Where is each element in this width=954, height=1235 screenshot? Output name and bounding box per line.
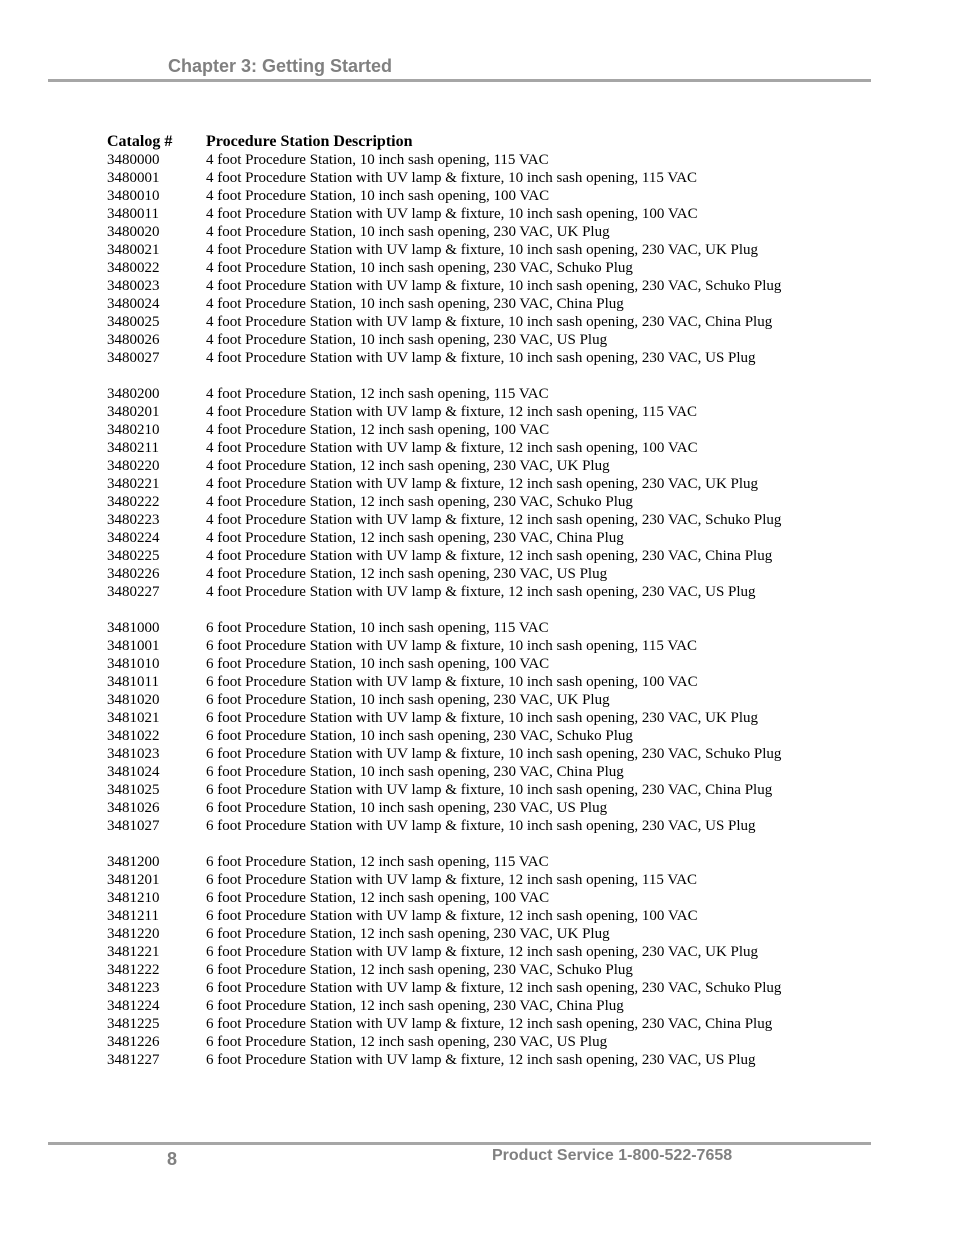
group-spacer bbox=[107, 367, 907, 385]
catalog-number: 3480220 bbox=[107, 458, 160, 474]
catalog-number: 3480010 bbox=[107, 188, 160, 204]
station-description: 4 foot Procedure Station with UV lamp & fixture, 10 inch sash opening, 230 VAC, Schuko Plug bbox=[206, 278, 782, 294]
catalog-number: 3481023 bbox=[107, 746, 160, 762]
catalog-number: 3481027 bbox=[107, 818, 160, 834]
catalog-number: 3481022 bbox=[107, 728, 160, 744]
table-row bbox=[107, 799, 907, 817]
station-description: 6 foot Procedure Station with UV lamp & fixture, 10 inch sash opening, 100 VAC bbox=[206, 674, 698, 690]
description-header: Procedure Station Description bbox=[206, 133, 413, 150]
station-description: 6 foot Procedure Station with UV lamp & fixture, 10 inch sash opening, 115 VAC bbox=[206, 638, 698, 654]
station-description: 4 foot Procedure Station with UV lamp & fixture, 12 inch sash opening, 230 VAC, China Plug bbox=[206, 548, 773, 564]
catalog-number: 3481010 bbox=[107, 656, 160, 672]
table-row bbox=[107, 277, 907, 295]
table-row bbox=[107, 151, 907, 169]
station-description: 6 foot Procedure Station with UV lamp & fixture, 12 inch sash opening, 115 VAC bbox=[206, 872, 698, 888]
group-spacer bbox=[107, 835, 907, 853]
table-row bbox=[107, 871, 907, 889]
catalog-number: 3481224 bbox=[107, 998, 160, 1014]
catalog-number: 3480027 bbox=[107, 350, 160, 366]
group-spacer bbox=[107, 601, 907, 619]
station-description: 4 foot Procedure Station, 10 inch sash opening, 100 VAC bbox=[206, 188, 550, 204]
table-row bbox=[107, 385, 907, 403]
table-header-row bbox=[107, 133, 907, 151]
table-row bbox=[107, 781, 907, 799]
table-row bbox=[107, 727, 907, 745]
table-row bbox=[107, 295, 907, 313]
catalog-number: 3481221 bbox=[107, 944, 160, 960]
station-description: 6 foot Procedure Station with UV lamp & fixture, 10 inch sash opening, 230 VAC, China Plug bbox=[206, 782, 773, 798]
table-row bbox=[107, 961, 907, 979]
table-row bbox=[107, 979, 907, 997]
station-description: 4 foot Procedure Station, 12 inch sash opening, 115 VAC bbox=[206, 386, 549, 402]
catalog-number: 3481227 bbox=[107, 1052, 160, 1068]
catalog-number: 3480025 bbox=[107, 314, 160, 330]
catalog-number-header: Catalog # bbox=[107, 133, 173, 150]
station-description: 6 foot Procedure Station with UV lamp & fixture, 12 inch sash opening, 230 VAC, US Plug bbox=[206, 1052, 756, 1068]
catalog-number: 3481222 bbox=[107, 962, 160, 978]
station-description: 4 foot Procedure Station, 12 inch sash opening, 230 VAC, US Plug bbox=[206, 566, 608, 582]
station-description: 4 foot Procedure Station with UV lamp & fixture, 12 inch sash opening, 100 VAC bbox=[206, 440, 698, 456]
station-description: 4 foot Procedure Station, 10 inch sash opening, 115 VAC bbox=[206, 152, 549, 168]
station-description: 4 foot Procedure Station, 10 inch sash opening, 230 VAC, US Plug bbox=[206, 332, 608, 348]
catalog-number: 3480210 bbox=[107, 422, 160, 438]
catalog-number: 3481025 bbox=[107, 782, 160, 798]
catalog-number: 3481200 bbox=[107, 854, 160, 870]
catalog-number: 3480020 bbox=[107, 224, 160, 240]
catalog-number: 3480026 bbox=[107, 332, 160, 348]
station-description: 4 foot Procedure Station with UV lamp & fixture, 10 inch sash opening, 100 VAC bbox=[206, 206, 698, 222]
station-description: 4 foot Procedure Station, 12 inch sash opening, 230 VAC, China Plug bbox=[206, 530, 624, 546]
table-row bbox=[107, 169, 907, 187]
catalog-table bbox=[107, 133, 907, 1069]
table-row bbox=[107, 817, 907, 835]
station-description: 4 foot Procedure Station, 12 inch sash opening, 230 VAC, UK Plug bbox=[206, 458, 610, 474]
station-description: 6 foot Procedure Station, 12 inch sash opening, 230 VAC, UK Plug bbox=[206, 926, 610, 942]
product-service-phone: Product Service 1-800-522-7658 bbox=[492, 1147, 733, 1164]
table-row bbox=[107, 475, 907, 493]
table-row bbox=[107, 403, 907, 421]
table-row bbox=[107, 439, 907, 457]
catalog-number: 3480223 bbox=[107, 512, 160, 528]
station-description: 4 foot Procedure Station with UV lamp & fixture, 12 inch sash opening, 230 VAC, UK Plug bbox=[206, 476, 759, 492]
table-row bbox=[107, 1015, 907, 1033]
catalog-number: 3481223 bbox=[107, 980, 160, 996]
table-row bbox=[107, 259, 907, 277]
table-row bbox=[107, 511, 907, 529]
table-row bbox=[107, 241, 907, 259]
station-description: 4 foot Procedure Station with UV lamp & fixture, 10 inch sash opening, 230 VAC, China Plug bbox=[206, 314, 773, 330]
table-row bbox=[107, 187, 907, 205]
catalog-number: 3481210 bbox=[107, 890, 160, 906]
table-row bbox=[107, 457, 907, 475]
station-description: 6 foot Procedure Station, 12 inch sash opening, 100 VAC bbox=[206, 890, 550, 906]
table-row bbox=[107, 745, 907, 763]
table-row bbox=[107, 493, 907, 511]
table-row bbox=[107, 1051, 907, 1069]
catalog-number: 3480222 bbox=[107, 494, 160, 510]
station-description: 4 foot Procedure Station with UV lamp & fixture, 12 inch sash opening, 230 VAC, Schuko Plug bbox=[206, 512, 782, 528]
table-row bbox=[107, 997, 907, 1015]
chapter-title: Chapter 3: Getting Started bbox=[168, 56, 393, 76]
catalog-number: 3481211 bbox=[107, 908, 159, 924]
table-row bbox=[107, 583, 907, 601]
station-description: 6 foot Procedure Station, 10 inch sash opening, 230 VAC, UK Plug bbox=[206, 692, 610, 708]
table-row bbox=[107, 529, 907, 547]
table-row bbox=[107, 547, 907, 565]
station-description: 6 foot Procedure Station with UV lamp & fixture, 10 inch sash opening, 230 VAC, UK Plug bbox=[206, 710, 759, 726]
table-row bbox=[107, 313, 907, 331]
station-description: 4 foot Procedure Station, 10 inch sash opening, 230 VAC, China Plug bbox=[206, 296, 624, 312]
station-description: 6 foot Procedure Station, 10 inch sash opening, 100 VAC bbox=[206, 656, 550, 672]
page-number: 8 bbox=[167, 1149, 178, 1169]
table-row bbox=[107, 709, 907, 727]
station-description: 6 foot Procedure Station, 12 inch sash opening, 230 VAC, US Plug bbox=[206, 1034, 608, 1050]
catalog-number: 3480221 bbox=[107, 476, 160, 492]
station-description: 4 foot Procedure Station with UV lamp & fixture, 12 inch sash opening, 230 VAC, US Plug bbox=[206, 584, 756, 600]
station-description: 6 foot Procedure Station, 10 inch sash opening, 230 VAC, China Plug bbox=[206, 764, 624, 780]
catalog-number: 3481001 bbox=[107, 638, 160, 654]
table-row bbox=[107, 655, 907, 673]
table-row bbox=[107, 565, 907, 583]
station-description: 4 foot Procedure Station with UV lamp & fixture, 10 inch sash opening, 230 VAC, US Plug bbox=[206, 350, 756, 366]
catalog-number: 3481201 bbox=[107, 872, 160, 888]
table-row bbox=[107, 763, 907, 781]
table-row bbox=[107, 889, 907, 907]
catalog-number: 3481000 bbox=[107, 620, 160, 636]
station-description: 6 foot Procedure Station with UV lamp & fixture, 12 inch sash opening, 230 VAC, China Plug bbox=[206, 1016, 773, 1032]
table-row bbox=[107, 907, 907, 925]
catalog-number: 3480023 bbox=[107, 278, 160, 294]
station-description: 6 foot Procedure Station, 12 inch sash opening, 230 VAC, China Plug bbox=[206, 998, 624, 1014]
catalog-number: 3480227 bbox=[107, 584, 160, 600]
catalog-number: 3480200 bbox=[107, 386, 160, 402]
catalog-number: 3481024 bbox=[107, 764, 160, 780]
catalog-number: 3480211 bbox=[107, 440, 159, 456]
station-description: 6 foot Procedure Station with UV lamp & fixture, 10 inch sash opening, 230 VAC, US Plug bbox=[206, 818, 756, 834]
catalog-number: 3480201 bbox=[107, 404, 160, 420]
station-description: 4 foot Procedure Station with UV lamp & fixture, 12 inch sash opening, 115 VAC bbox=[206, 404, 698, 420]
catalog-number: 3480022 bbox=[107, 260, 160, 276]
table-row bbox=[107, 619, 907, 637]
station-description: 6 foot Procedure Station, 10 inch sash opening, 115 VAC bbox=[206, 620, 549, 636]
station-description: 6 foot Procedure Station, 12 inch sash opening, 115 VAC bbox=[206, 854, 549, 870]
station-description: 6 foot Procedure Station with UV lamp & fixture, 12 inch sash opening, 230 VAC, Schuko Plug bbox=[206, 980, 782, 996]
catalog-number: 3480024 bbox=[107, 296, 160, 312]
station-description: 4 foot Procedure Station, 12 inch sash opening, 230 VAC, Schuko Plug bbox=[206, 494, 633, 510]
table-row bbox=[107, 421, 907, 439]
catalog-number: 3481225 bbox=[107, 1016, 160, 1032]
catalog-number: 3481026 bbox=[107, 800, 160, 816]
catalog-number: 3481220 bbox=[107, 926, 160, 942]
catalog-number: 3481020 bbox=[107, 692, 160, 708]
footer-rule bbox=[48, 1142, 871, 1145]
table-row bbox=[107, 637, 907, 655]
table-row bbox=[107, 853, 907, 871]
station-description: 4 foot Procedure Station with UV lamp & fixture, 10 inch sash opening, 115 VAC bbox=[206, 170, 698, 186]
table-row bbox=[107, 205, 907, 223]
table-row bbox=[107, 943, 907, 961]
catalog-number: 3480224 bbox=[107, 530, 160, 546]
table-row bbox=[107, 1033, 907, 1051]
catalog-number: 3481011 bbox=[107, 674, 159, 690]
catalog-number: 3480001 bbox=[107, 170, 160, 186]
table-row bbox=[107, 331, 907, 349]
station-description: 4 foot Procedure Station with UV lamp & fixture, 10 inch sash opening, 230 VAC, UK Plug bbox=[206, 242, 759, 258]
catalog-number: 3480011 bbox=[107, 206, 159, 222]
catalog-number: 3480225 bbox=[107, 548, 160, 564]
station-description: 4 foot Procedure Station, 10 inch sash opening, 230 VAC, Schuko Plug bbox=[206, 260, 633, 276]
station-description: 4 foot Procedure Station, 10 inch sash opening, 230 VAC, UK Plug bbox=[206, 224, 610, 240]
station-description: 6 foot Procedure Station with UV lamp & fixture, 12 inch sash opening, 230 VAC, UK Plug bbox=[206, 944, 759, 960]
station-description: 6 foot Procedure Station, 10 inch sash opening, 230 VAC, Schuko Plug bbox=[206, 728, 633, 744]
table-row bbox=[107, 223, 907, 241]
catalog-number: 3481021 bbox=[107, 710, 160, 726]
station-description: 6 foot Procedure Station, 12 inch sash opening, 230 VAC, Schuko Plug bbox=[206, 962, 633, 978]
station-description: 4 foot Procedure Station, 12 inch sash opening, 100 VAC bbox=[206, 422, 550, 438]
station-description: 6 foot Procedure Station with UV lamp & fixture, 10 inch sash opening, 230 VAC, Schuko Plug bbox=[206, 746, 782, 762]
station-description: 6 foot Procedure Station, 10 inch sash opening, 230 VAC, US Plug bbox=[206, 800, 608, 816]
catalog-number: 3480226 bbox=[107, 566, 160, 582]
table-row bbox=[107, 925, 907, 943]
header-rule bbox=[48, 79, 871, 82]
catalog-number: 3481226 bbox=[107, 1034, 160, 1050]
station-description: 6 foot Procedure Station with UV lamp & fixture, 12 inch sash opening, 100 VAC bbox=[206, 908, 698, 924]
table-row bbox=[107, 691, 907, 709]
catalog-number: 3480000 bbox=[107, 152, 160, 168]
table-row bbox=[107, 349, 907, 367]
catalog-number: 3480021 bbox=[107, 242, 160, 258]
table-row bbox=[107, 673, 907, 691]
